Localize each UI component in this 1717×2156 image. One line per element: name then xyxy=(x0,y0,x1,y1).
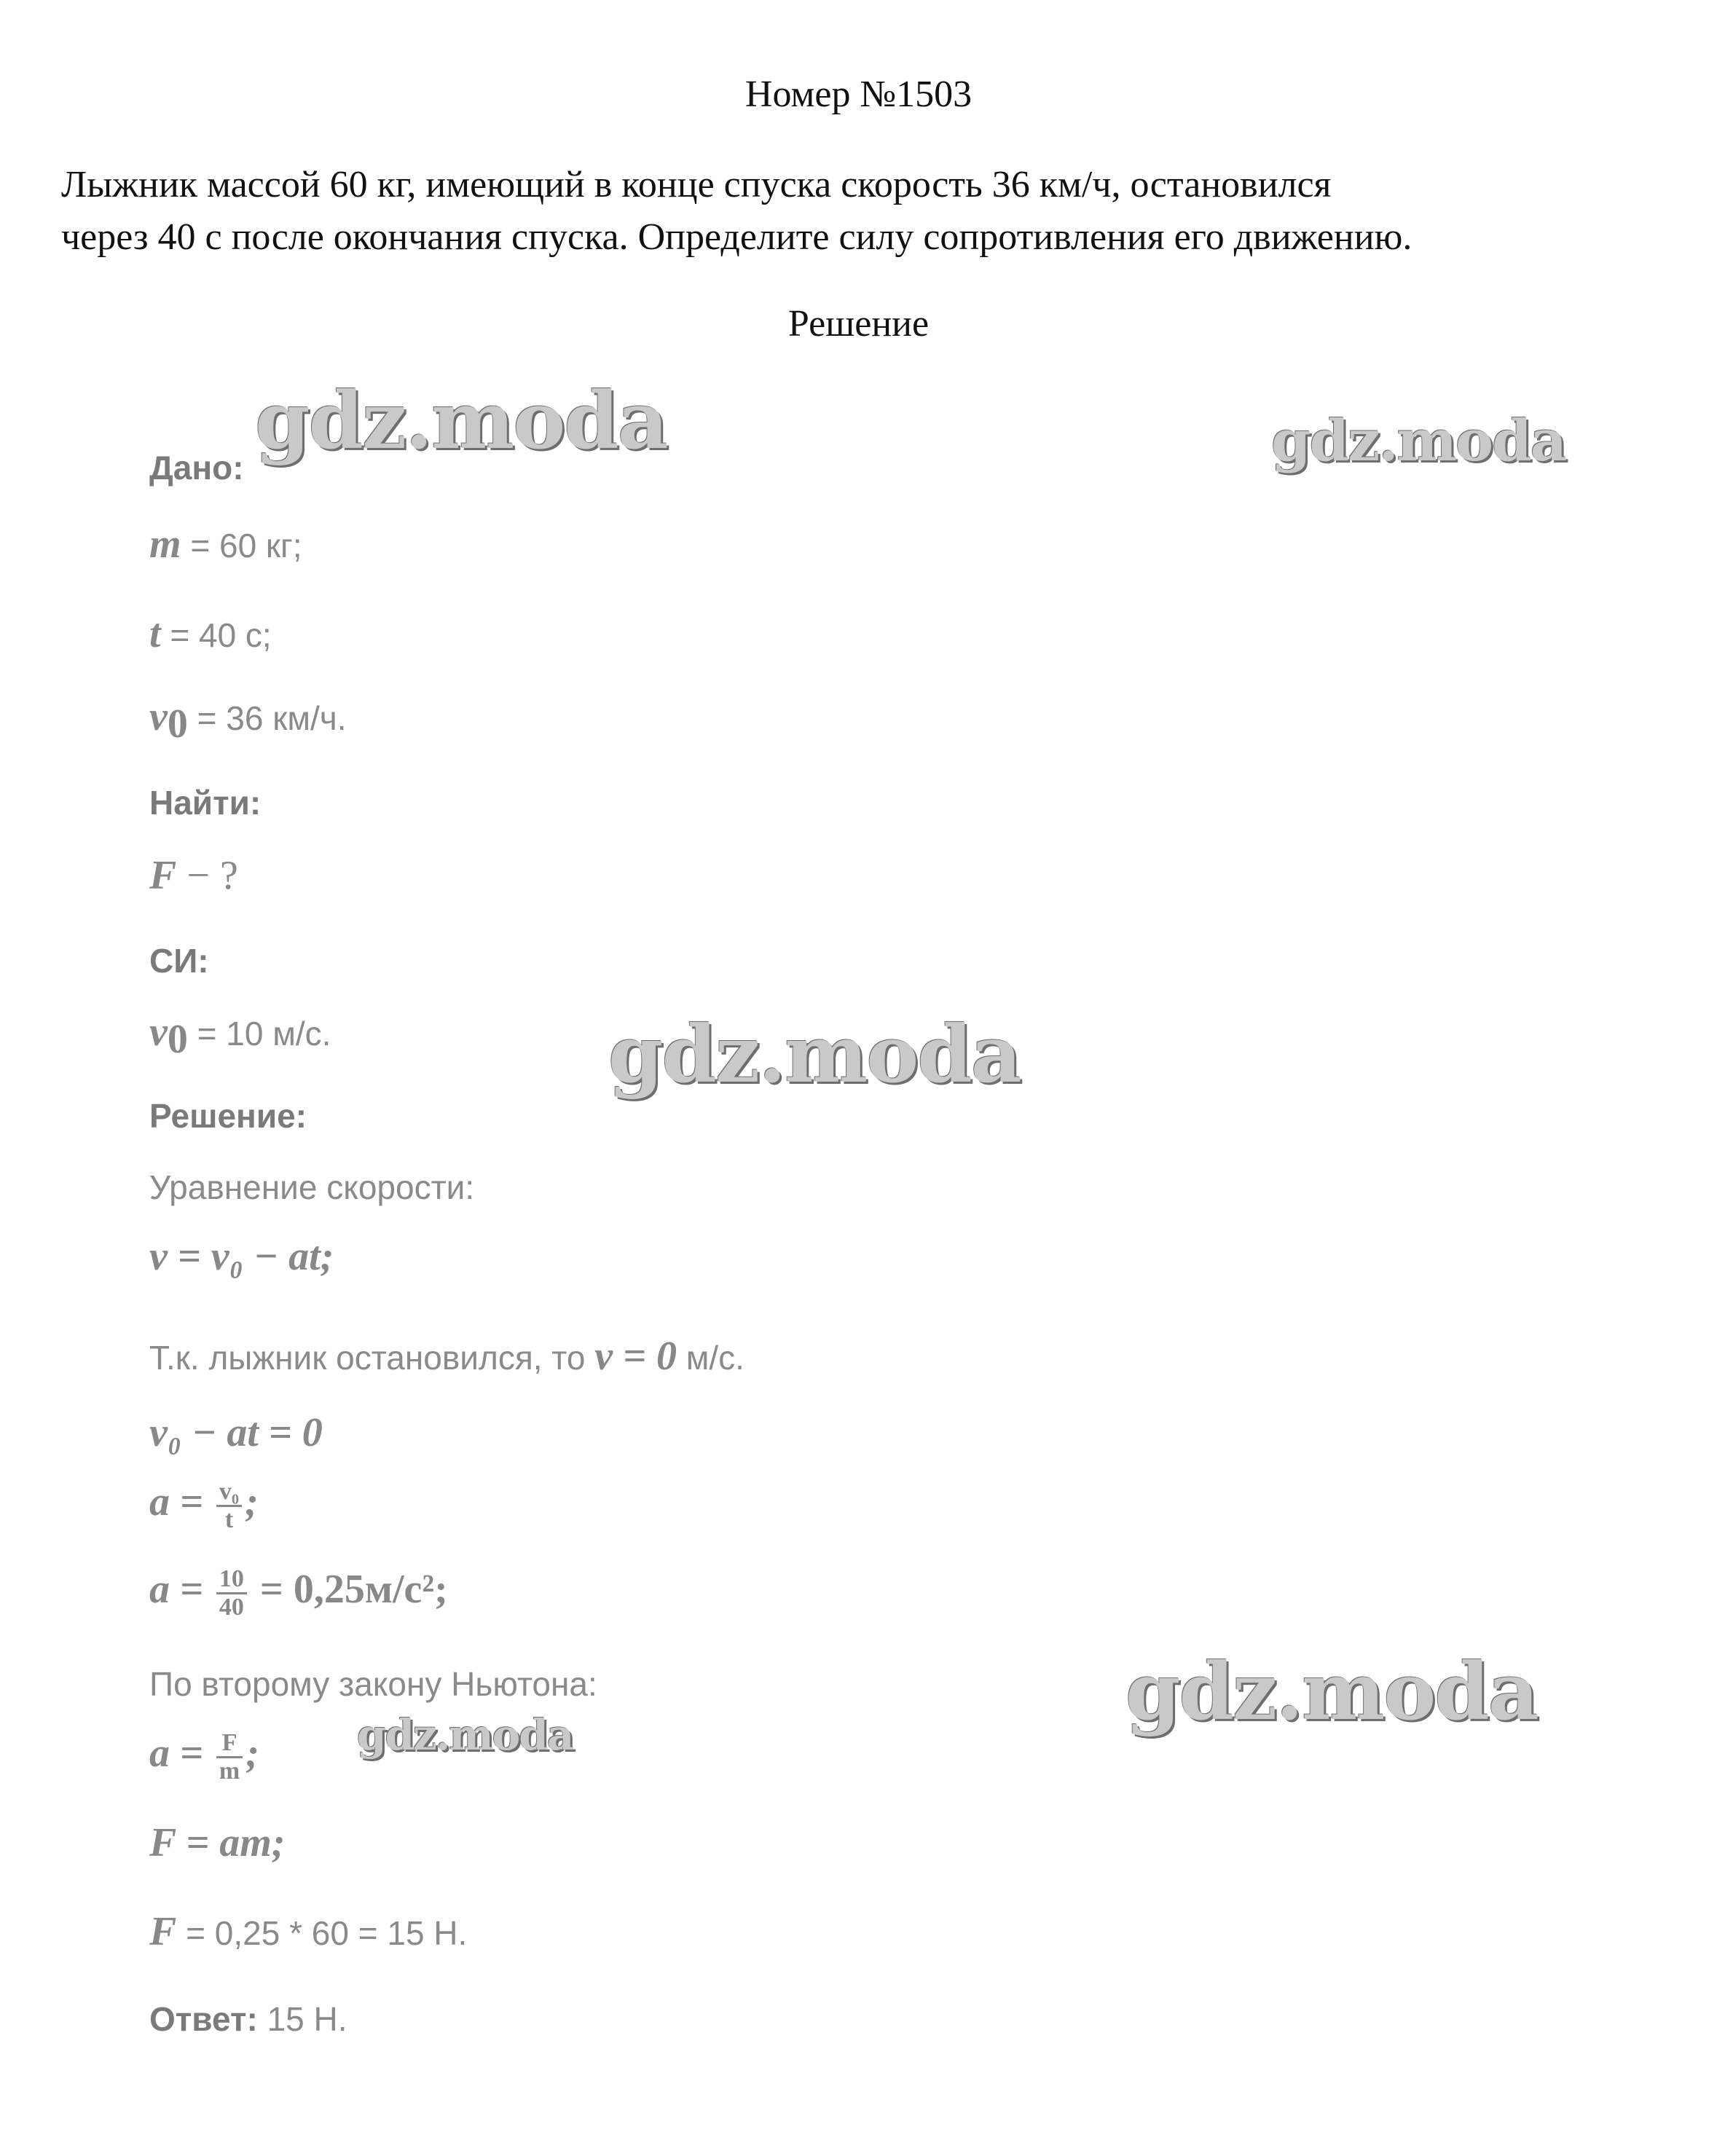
equation-force: F = am; xyxy=(149,1820,286,1865)
watermark-logo: gdz.moda xyxy=(608,1009,1021,1101)
given-velocity: $v_0 = 36$ км/ч. xyxy=(149,694,347,747)
si-label: СИ: xyxy=(149,942,209,980)
watermark-logo: gdz.moda xyxy=(1271,408,1566,474)
equation-force-value: F = 0,25 * 60 = 15 Н. xyxy=(149,1909,468,1954)
problem-line-1: Лыжник массой 60 кг, имеющий в конце спуска скорость 36 км/ч, остановился xyxy=(61,164,1332,205)
watermark-logo: gdz.moda xyxy=(1125,1646,1538,1738)
solve-label: Решение: xyxy=(149,1097,307,1135)
newton-label: По второму закону Ньютона: xyxy=(149,1665,597,1703)
equation-newton: a = $\frac{F}{m}$ ; xyxy=(149,1729,259,1785)
given-label: Дано: xyxy=(149,449,244,487)
given-mass: m = 60 кг; xyxy=(149,522,302,567)
equation-accel: a = $\frac{\text{v₀}}{t}$ ; xyxy=(149,1478,259,1534)
problem-line-2: через 40 с после окончания спуска. Определите силу сопротивления его движению. xyxy=(61,216,1413,258)
watermark-logo: gdz.moda xyxy=(255,375,667,467)
si-velocity: $v_0 = 10$ м/с. xyxy=(149,1010,331,1063)
solution-heading: Решение xyxy=(787,303,930,345)
equation-velocity: v = v₀ − at; xyxy=(149,1234,334,1279)
equation-zero: v₀ − at = 0 xyxy=(149,1410,323,1455)
problem-statement xyxy=(61,159,1664,264)
find-force: F − ? xyxy=(149,853,238,898)
watermark-logo: gdz.moda xyxy=(357,1710,573,1760)
page-title: Номер №1503 xyxy=(744,74,973,115)
stop-condition: Т.к. лыжник остановился, то v = 0 м/с. xyxy=(149,1334,744,1379)
given-time: t = 40 с; xyxy=(149,611,272,656)
velocity-eq-label: Уравнение скорости: xyxy=(149,1168,475,1206)
answer: Ответ: 15 Н. xyxy=(149,2000,347,2038)
equation-accel-value: a = $\frac{10}{40}$ = 0,25м/с²; xyxy=(149,1565,448,1621)
find-label: Найти: xyxy=(149,784,262,822)
